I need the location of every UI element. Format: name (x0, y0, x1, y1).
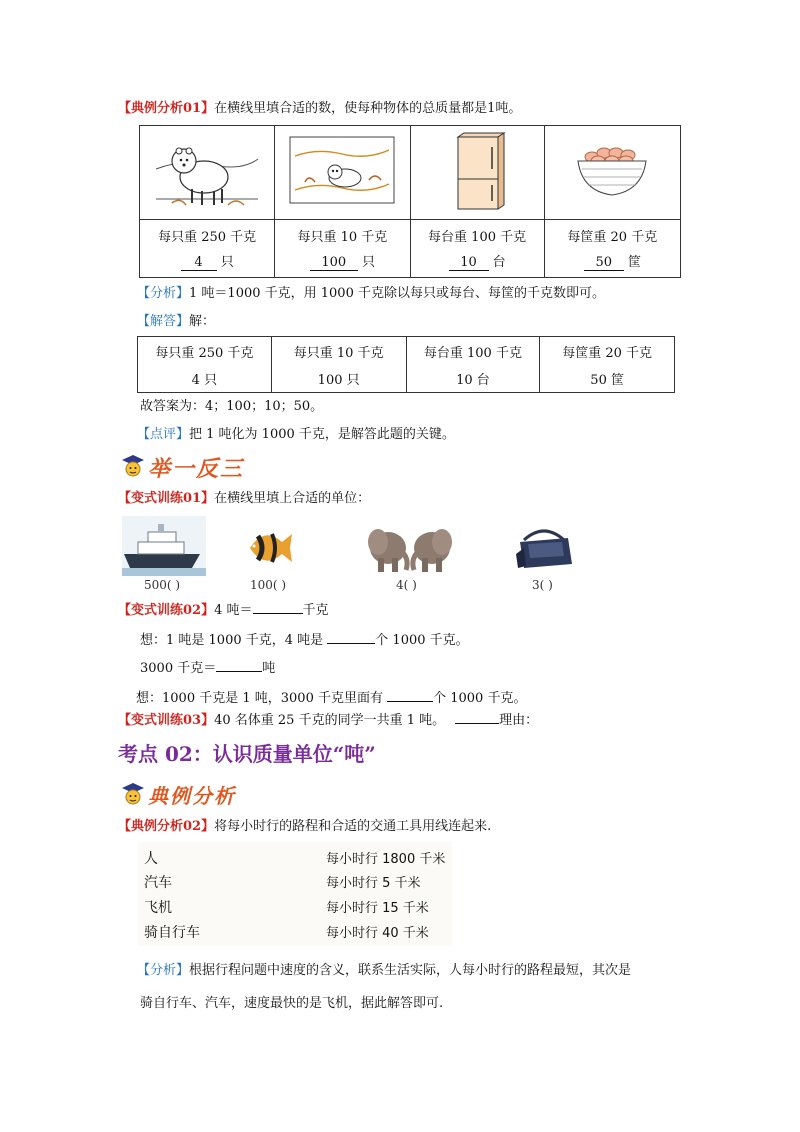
example1-comment (137, 426, 455, 444)
answer-blank: 4 (181, 255, 217, 271)
refrigerator-icon (442, 129, 512, 213)
example2-analysis (137, 962, 631, 980)
answer-cell (540, 337, 675, 393)
practice2-line1b: 千克 (302, 603, 329, 618)
answer-blank (253, 613, 303, 614)
answer-blank: 100 (310, 255, 358, 271)
practice1-text: 在横线里填上合适的单位： (214, 491, 371, 506)
practice1-pictures (122, 516, 580, 596)
basket-cell (544, 126, 680, 220)
practice2-line4a: 想：1000 千克是 1 吨，3000 千克里面有 (136, 691, 388, 706)
answer-result: 50 筐 (590, 372, 624, 388)
practice2-line2 (140, 632, 469, 650)
cell-bear-text (140, 220, 275, 278)
practice3-text: 40 名体重 25 千克的同学一共重 1 吨。 (214, 713, 446, 728)
unit-label: 筐 (627, 255, 641, 270)
example1-tag: 【典例分析01】 (118, 101, 215, 116)
cell-basket-text (544, 220, 680, 278)
analysis-line1: 根据行程问题中速度的含义，联系生活实际，人每小时行的路程最短，其次是 (189, 963, 632, 978)
analysis-tag: 【分析】 (137, 286, 190, 301)
example1-final: 故答案为：4；100；10；50。 (140, 399, 324, 414)
graduate-icon (118, 450, 148, 480)
unit-label: 台 (492, 255, 506, 270)
practice3-heading (118, 712, 538, 730)
egg-basket-icon (572, 139, 652, 203)
unit-label: 只 (220, 255, 234, 270)
answer-text: 解： (189, 314, 216, 329)
kaodian-title: 考点 02：认识质量单位“吨” (118, 742, 376, 766)
practice3-tail: 理由： (499, 713, 539, 728)
answer-blank: 50 (584, 255, 624, 271)
example1-text: 在横线里填合适的数，使每种物体的总质量都是1吨。 (214, 101, 522, 116)
example1-table (139, 125, 681, 278)
answer-cell (271, 337, 406, 393)
left-item: 飞机 (144, 900, 172, 916)
section2-title: 典例分析 (148, 784, 236, 808)
analysis-text: 1 吨＝1000 千克，用 1000 千克除以每只或每台、每筐的千克数即可。 (189, 286, 605, 301)
practice2-line3b: 吨 (262, 661, 276, 676)
fish-icon (244, 524, 294, 570)
section1-title: 举一反三 (148, 456, 245, 482)
example2-heading (118, 818, 491, 836)
left-item: 人 (144, 851, 158, 867)
weight-label: 每只重 250 千克 (158, 230, 257, 245)
weight-label: 每只重 10 千克 (297, 230, 388, 245)
example1-answer (137, 313, 215, 331)
answer-blank (327, 643, 375, 644)
cell-seal-text (275, 220, 410, 278)
unit-label: 只 (361, 255, 375, 270)
answer-weight: 每台重 100 千克 (423, 345, 522, 361)
analysis-tag: 【分析】 (137, 963, 190, 978)
comment-tag: 【点评】 (137, 427, 190, 442)
ship-label: 500( ) (144, 578, 181, 592)
answer-blank (455, 723, 499, 724)
answer-table (137, 336, 675, 393)
practice2-tag: 【变式训练02】 (118, 603, 215, 618)
practice2-heading (118, 602, 329, 620)
right-item: 每小时行 15 千米 (326, 901, 429, 916)
cell-fridge-text (410, 220, 544, 278)
matching-box (138, 842, 452, 946)
answer-blank (387, 701, 433, 702)
left-item: 骑自行车 (144, 925, 200, 941)
example1-heading (118, 100, 521, 118)
bag-icon (514, 524, 574, 572)
polar-bear-cell (140, 126, 275, 220)
left-item: 汽车 (144, 875, 172, 891)
weight-label: 每筐重 20 千克 (567, 230, 658, 245)
seal-cell (275, 126, 410, 220)
polar-bear-icon (152, 129, 262, 213)
weight-label: 每台重 100 千克 (428, 230, 527, 245)
practice3-tag: 【变式训练03】 (118, 713, 215, 728)
answer-tag: 【解答】 (137, 314, 190, 329)
practice2-line4b: 个 1000 千克。 (433, 691, 527, 706)
answer-weight: 每只重 250 千克 (155, 345, 254, 361)
answer-result: 100 只 (317, 372, 360, 388)
example2-tag: 【典例分析02】 (118, 819, 215, 834)
answer-blank (216, 671, 262, 672)
right-item: 每小时行 40 千米 (326, 926, 429, 941)
practice2-line2b: 个 1000 千克。 (375, 633, 469, 648)
ship-icon (122, 516, 206, 576)
practice1-tag: 【变式训练01】 (118, 491, 215, 506)
elephants-label: 4( ) (396, 578, 417, 592)
answer-result: 10 台 (456, 372, 490, 388)
answer-weight: 每筐重 20 千克 (562, 345, 653, 361)
comment-text: 把 1 吨化为 1000 千克，是解答此题的关键。 (189, 427, 455, 442)
fish-label: 100( ) (250, 578, 287, 592)
right-item: 每小时行 5 千米 (326, 876, 421, 891)
bag-label: 3( ) (532, 578, 553, 592)
example1-analysis (137, 285, 605, 303)
answer-cell (138, 337, 272, 393)
right-item: 每小时行 1800 千米 (326, 852, 446, 867)
answer-blank: 10 (449, 255, 489, 271)
example2-text: 将每小时行的路程和合适的交通工具用线连起来. (214, 819, 492, 834)
answer-weight: 每只重 10 千克 (293, 345, 384, 361)
fridge-cell (410, 126, 544, 220)
answer-cell (406, 337, 540, 393)
example2-analysis-line2: 骑自行车、汽车，速度最快的是飞机，据此解答即可. (140, 996, 444, 1011)
graduate-icon (118, 778, 148, 808)
seal-icon (287, 134, 397, 208)
answer-result: 4 只 (191, 372, 218, 388)
elephants-icon (366, 520, 454, 576)
practice2-line4 (136, 690, 526, 708)
practice2-line1a: 4 吨＝ (214, 603, 253, 618)
practice2-line3 (140, 660, 275, 678)
practice2-line2a: 想：1 吨是 1000 千克，4 吨是 (140, 633, 328, 648)
practice2-line3a: 3000 千克＝ (140, 661, 217, 676)
practice1-heading (118, 490, 370, 508)
